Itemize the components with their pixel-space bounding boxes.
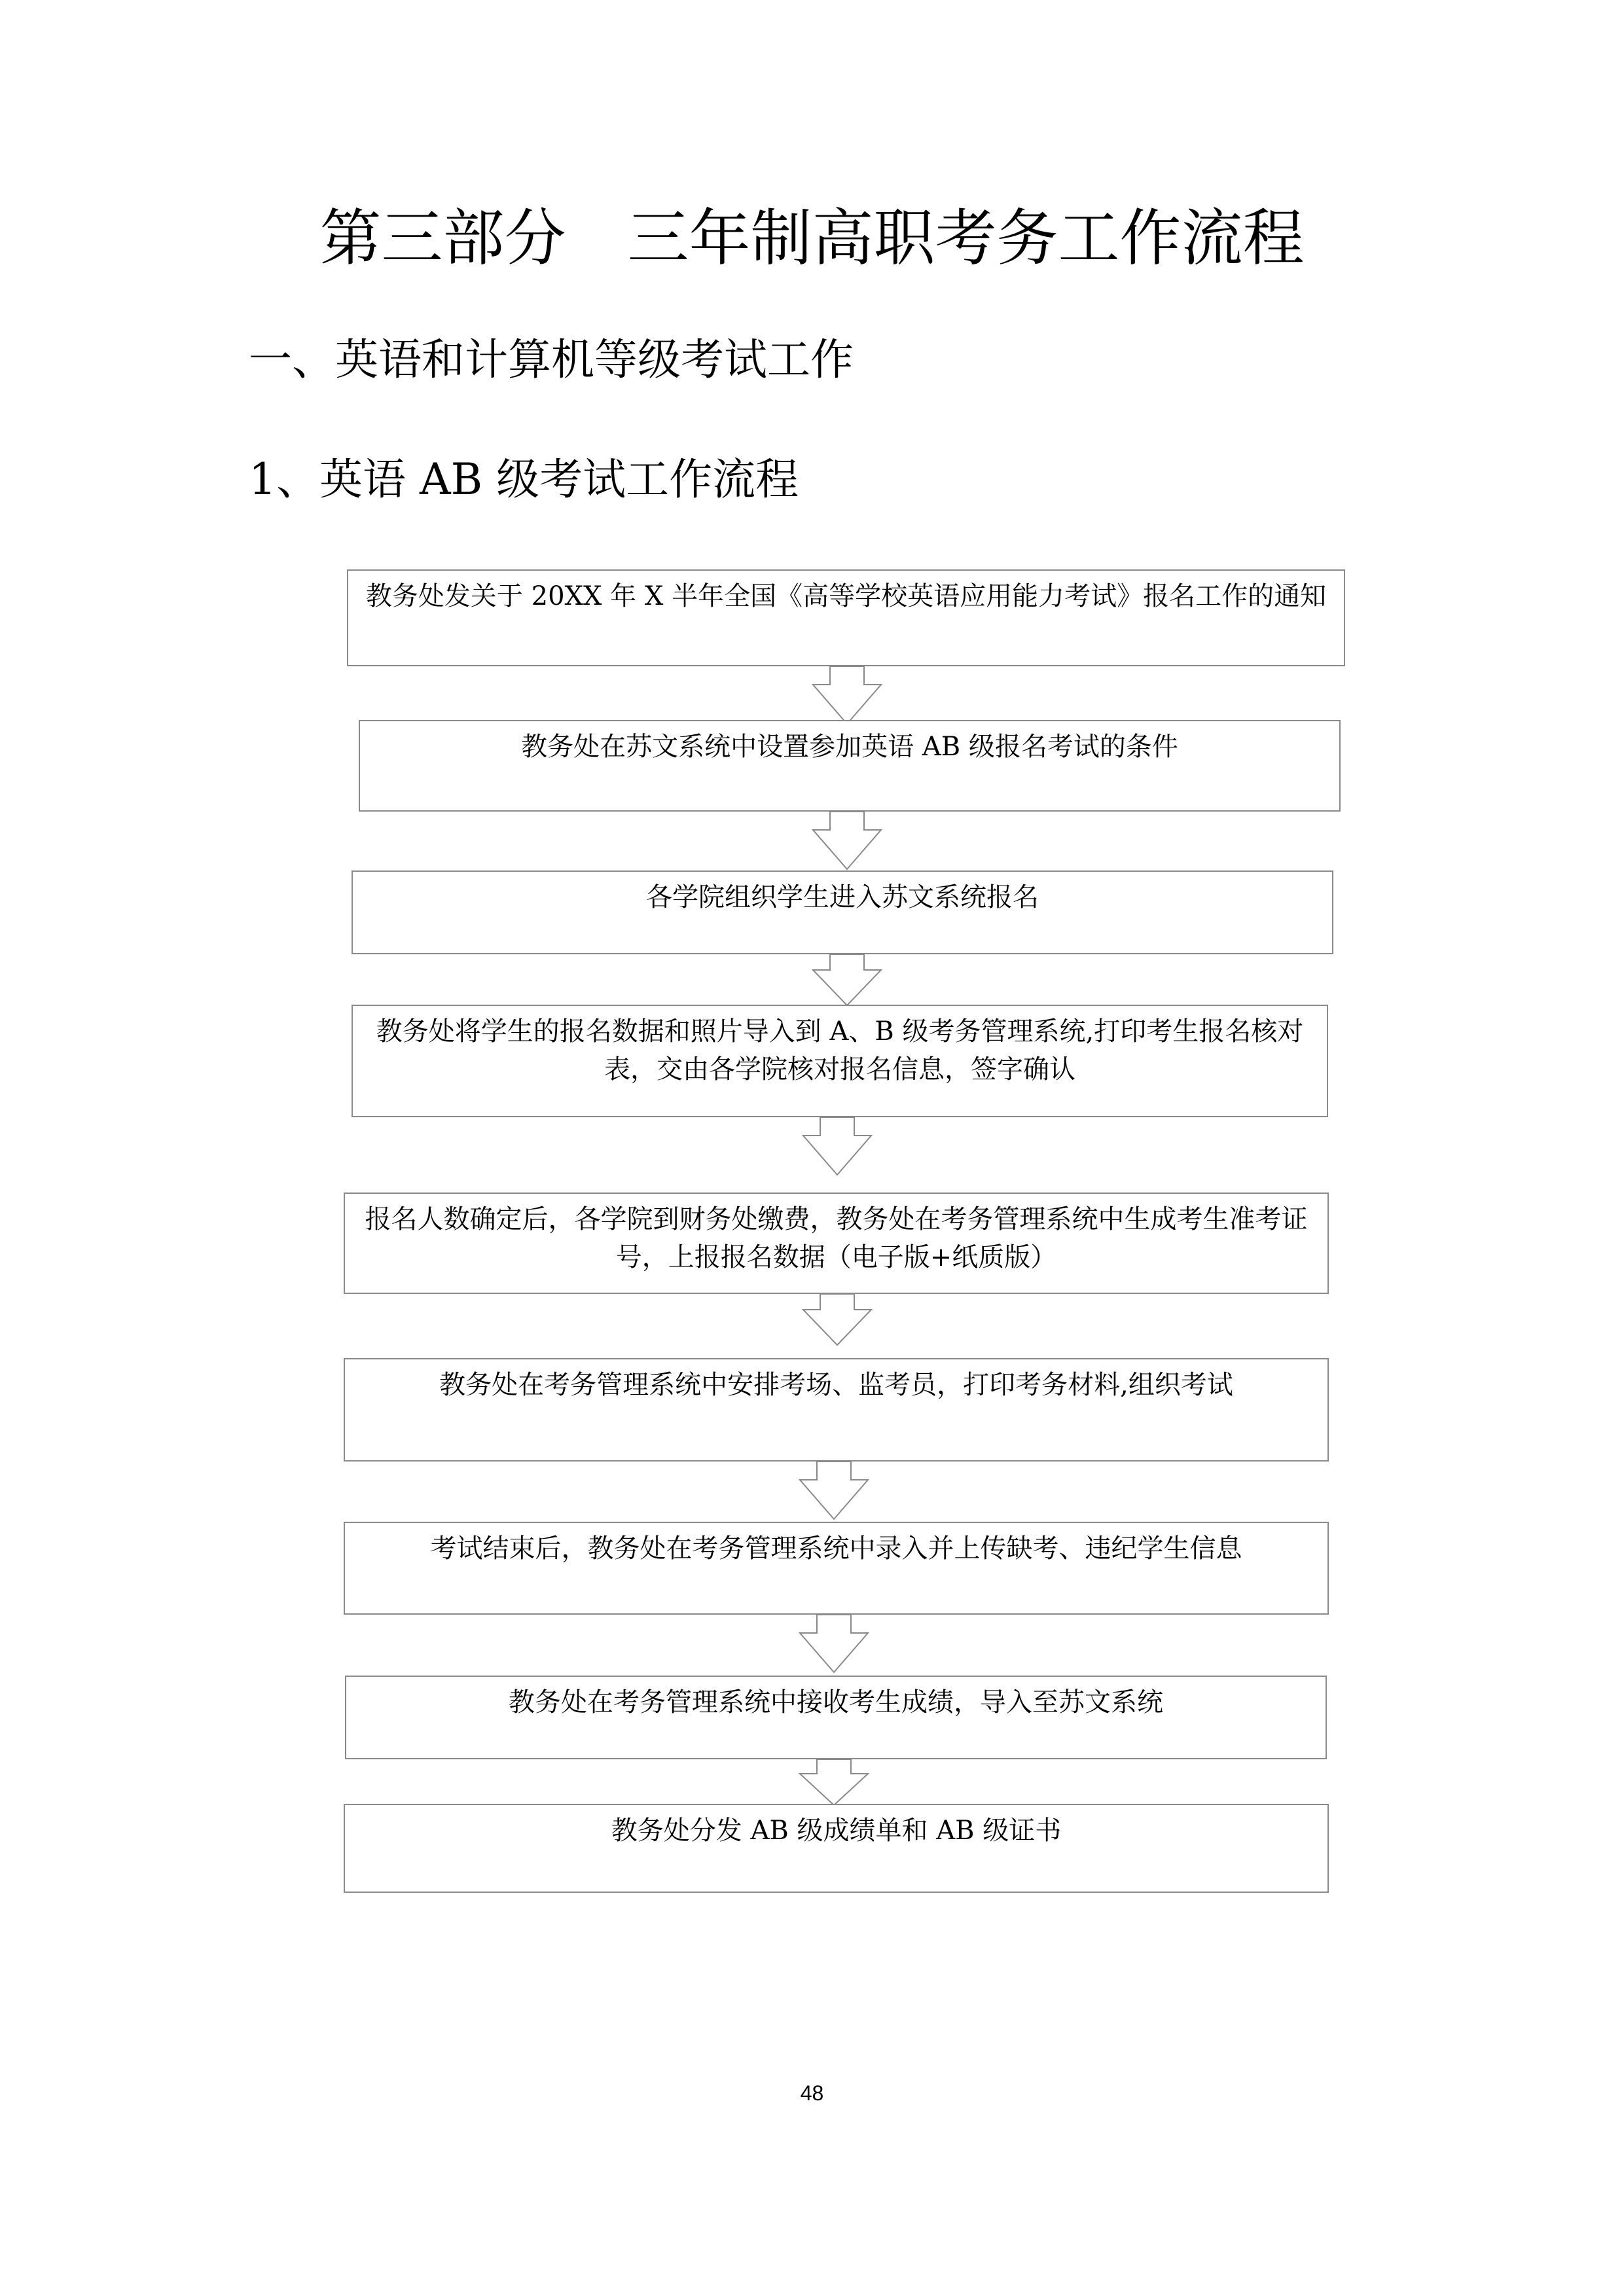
part-title: 第三部分 三年制高职考务工作流程	[319, 203, 1305, 274]
flow-step-1: 教务处发关于 20XX 年 X 半年全国《高等学校英语应用能力考试》报名工作的通知	[347, 569, 1345, 666]
flow-step-7: 考试结束后，教务处在考务管理系统中录入并上传缺考、违纪学生信息	[344, 1522, 1329, 1615]
down-arrow-icon	[799, 1615, 869, 1674]
sub-heading: 1、英语 AB 级考试工作流程	[249, 454, 799, 505]
flow-step-6: 教务处在考务管理系统中安排考场、监考员，打印考务材料,组织考试	[344, 1358, 1329, 1462]
down-arrow-icon	[812, 666, 882, 725]
down-arrow-icon	[799, 1759, 869, 1806]
flow-step-9: 教务处分发 AB 级成绩单和 AB 级证书	[344, 1804, 1329, 1893]
flow-step-5: 报名人数确定后，各学院到财务处缴费，教务处在考务管理系统中生成考生准考证号，上报报名数据（电子版+纸质版）	[344, 1193, 1329, 1294]
flow-step-3: 各学院组织学生进入苏文系统报名	[352, 870, 1333, 954]
flow-step-4: 教务处将学生的报名数据和照片导入到 A、B 级考务管理系统,打印考生报名核对表，交由各学院核对报名信息，签字确认	[352, 1005, 1328, 1117]
page-number: 48	[800, 2081, 824, 2105]
flow-step-8: 教务处在考务管理系统中接收考生成绩，导入至苏文系统	[345, 1676, 1327, 1759]
down-arrow-icon	[799, 1462, 869, 1520]
down-arrow-icon	[812, 954, 882, 1007]
down-arrow-icon	[812, 812, 882, 870]
down-arrow-icon	[802, 1294, 873, 1346]
flow-step-2: 教务处在苏文系统中设置参加英语 AB 级报名考试的条件	[359, 720, 1341, 812]
section-heading: 一、英语和计算机等级考试工作	[249, 334, 854, 385]
down-arrow-icon	[802, 1117, 873, 1176]
